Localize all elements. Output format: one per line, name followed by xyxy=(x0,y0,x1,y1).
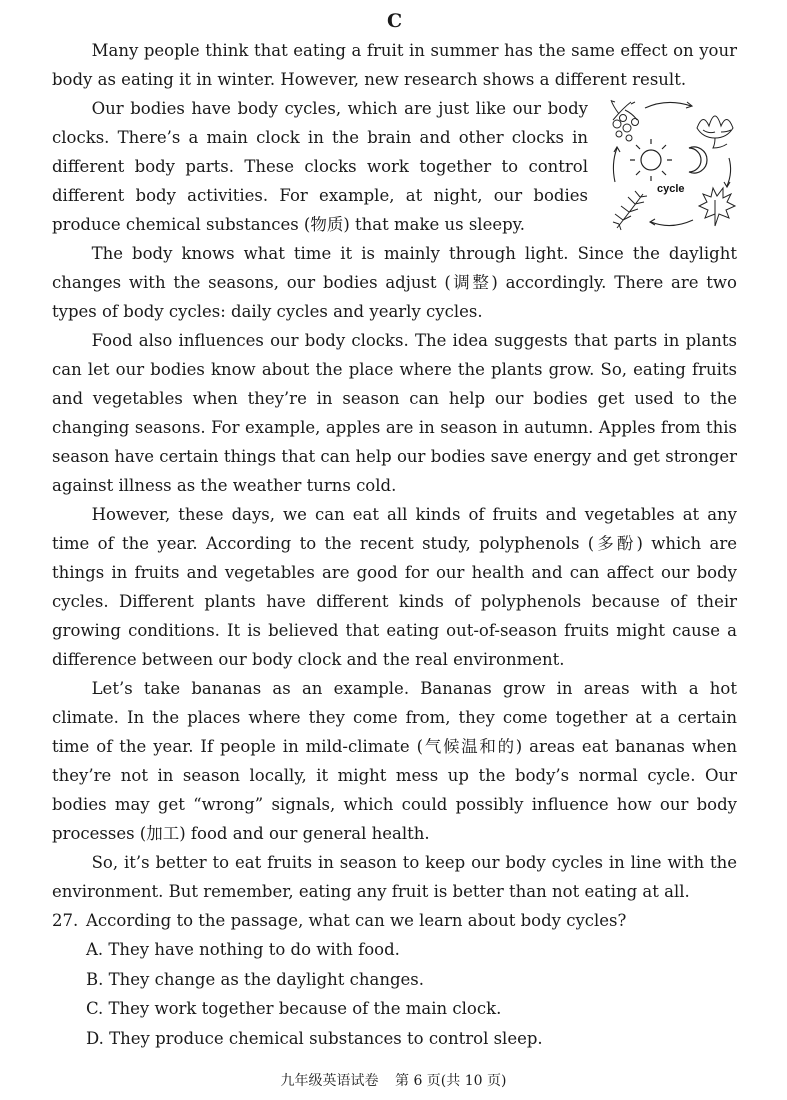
question-27 xyxy=(52,906,737,935)
option-d: D. They produce chemical substances to control sleep. xyxy=(86,1028,543,1048)
paragraph-2: Our bodies have body cycles, which are just like our body clocks. There’s a main clock in the brain and other clocks in different body parts. These clocks work together to control different body activities. For example, at night, our bodies produce chemical substances (物质) that make us sleepy. xyxy=(52,99,588,234)
paragraph-6: Let’s take bananas as an example. Bananas grow in areas with a hot climate. In the places where they come from, they come together at a certain time of the year. If people in mild-climate (气候温和的) areas eat bananas when they’re not in season locally, it might mess up the body’s normal cycle. Our bodies may get “wrong” signals, which could possibly influence how our body processes (加工) food and our general health. xyxy=(52,679,737,843)
page-footer xyxy=(0,1071,787,1091)
question-text: According to the passage, what can we learn about body cycles? xyxy=(86,911,627,930)
question-number: 27. xyxy=(52,911,79,930)
paragraph-7: So, it’s better to eat fruits in season to keep our body cycles in line with the environment. But remember, eating any fruit is better than not eating at all. xyxy=(52,853,737,901)
paragraph-4: Food also influences our body clocks. The idea suggests that parts in plants can let our bodies know about the place where the plants grow. So, eating fruits and vegetables when they’re in season can help our bodies get used to the changing seasons. For example, apples are in season in autumn. Apples from this season have certain things that can help our bodies save energy and get stronger against illness as the weather turns cold. xyxy=(52,331,737,495)
pine-branch-icon xyxy=(613,191,647,230)
section-letter: C xyxy=(386,10,403,32)
paragraph-5: However, these days, we can eat all kinds of fruits and vegetables at any time of the year. According to the recent study, polyphenols (多酚) which are things in fruits and vegetables are good for our health and can affect our body cycles. Different plants have different kinds of polyphenols because of their growing conditions. It is believed that eating out-of-season fruits might cause a difference between our body clock and the real environment. xyxy=(52,505,737,669)
cycle-arrows xyxy=(613,102,730,226)
reading-passage xyxy=(52,8,737,1053)
exam-title: 九年级英语试卷 xyxy=(280,1073,379,1089)
option-a: A. They have nothing to do with food. xyxy=(86,940,400,959)
cycle-label: cycle xyxy=(657,183,685,195)
paragraph-1: Many people think that eating a fruit in summer has the same effect on your body as eating it in winter. However, new research shows a different result. xyxy=(52,41,737,89)
lotus-icon xyxy=(697,116,733,148)
maple-leaf-icon xyxy=(699,188,735,226)
paragraph-3: The body knows what time it is mainly through light. Since the daylight changes with the seasons, our bodies adjust (调整) accordingly. There are two types of body cycles: daily cycles and yearly cycles. xyxy=(52,244,737,321)
cycle-diagram-svg xyxy=(609,98,739,232)
option-b: B. They change as the daylight changes. xyxy=(86,969,425,989)
sun-icon xyxy=(630,139,672,181)
blossom-icon xyxy=(611,100,639,141)
answer-options xyxy=(86,935,737,1053)
seasons-cycle-illustration xyxy=(609,98,739,232)
option-c: C. They work together because of the main clock. xyxy=(86,999,502,1018)
page-number: 第 6 页(共 10 页) xyxy=(395,1073,507,1089)
moon-icon xyxy=(689,147,707,173)
